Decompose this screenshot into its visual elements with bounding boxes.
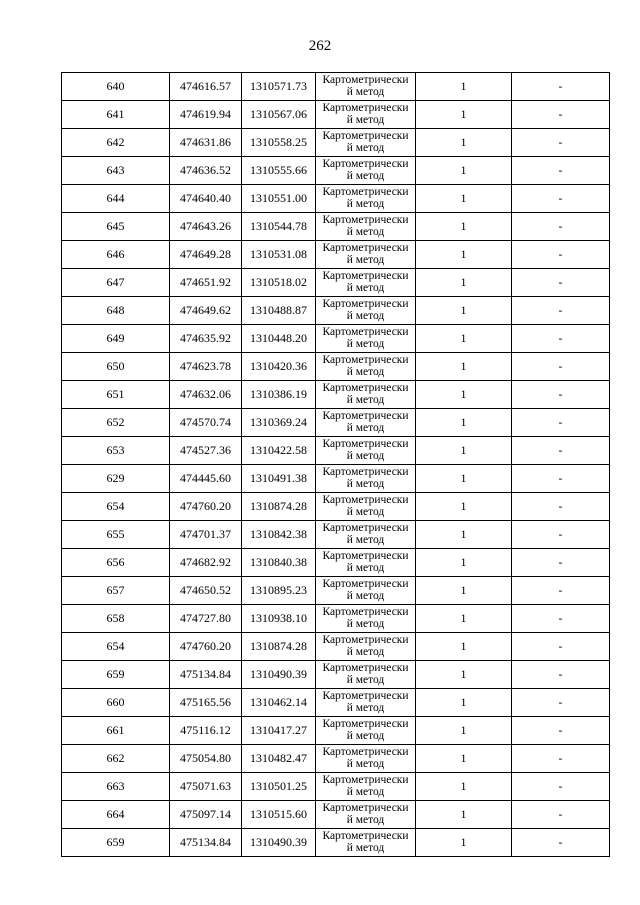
point-number-cell: 650 [62, 353, 170, 381]
method-text-line: Картометрически [322, 774, 409, 786]
description-cell: - [512, 493, 610, 521]
description-cell: - [512, 773, 610, 801]
method-text-line: Картометрически [322, 746, 409, 758]
method-cell [316, 297, 416, 325]
method-text-line: й метод [346, 338, 385, 350]
accuracy-cell: 1 [416, 101, 512, 129]
point-number-cell: 663 [62, 773, 170, 801]
method-text-line: й метод [346, 170, 385, 182]
x-coordinate-cell: 474682.92 [170, 549, 242, 577]
description-cell: - [512, 409, 610, 437]
description-cell: - [512, 353, 610, 381]
point-number-cell: 656 [62, 549, 170, 577]
accuracy-cell: 1 [416, 157, 512, 185]
table-row [62, 157, 610, 185]
x-coordinate-cell: 474619.94 [170, 101, 242, 129]
method-cell [316, 353, 416, 381]
table-row [62, 661, 610, 689]
method-cell [316, 689, 416, 717]
method-text-line: Картометрически [322, 158, 409, 170]
accuracy-cell: 1 [416, 213, 512, 241]
method-text-line: й метод [346, 254, 385, 266]
table-row [62, 465, 610, 493]
point-number-cell: 657 [62, 577, 170, 605]
method-text-line: й метод [346, 450, 385, 462]
y-coordinate-cell: 1310544.78 [242, 213, 316, 241]
method-text-line: й метод [346, 814, 385, 826]
table-row [62, 353, 610, 381]
method-cell [316, 493, 416, 521]
method-text-line: Картометрически [322, 690, 409, 702]
method-cell [316, 157, 416, 185]
method-text-line: й метод [346, 534, 385, 546]
description-cell: - [512, 213, 610, 241]
accuracy-cell: 1 [416, 409, 512, 437]
method-cell [316, 325, 416, 353]
method-text-line: Картометрически [322, 830, 409, 842]
point-number-cell: 629 [62, 465, 170, 493]
method-text-line: Картометрически [322, 186, 409, 198]
description-cell: - [512, 745, 610, 773]
method-cell [316, 269, 416, 297]
method-cell [316, 437, 416, 465]
y-coordinate-cell: 1310840.38 [242, 549, 316, 577]
y-coordinate-cell: 1310567.06 [242, 101, 316, 129]
y-coordinate-cell: 1310417.27 [242, 717, 316, 745]
method-text-line: й метод [346, 702, 385, 714]
accuracy-cell: 1 [416, 577, 512, 605]
description-cell: - [512, 185, 610, 213]
y-coordinate-cell: 1310490.39 [242, 661, 316, 689]
point-number-cell: 641 [62, 101, 170, 129]
table-row [62, 101, 610, 129]
method-cell [316, 101, 416, 129]
method-cell [316, 549, 416, 577]
x-coordinate-cell: 475134.84 [170, 829, 242, 857]
method-text-line: й метод [346, 422, 385, 434]
x-coordinate-cell: 474632.06 [170, 381, 242, 409]
point-number-cell: 649 [62, 325, 170, 353]
accuracy-cell: 1 [416, 437, 512, 465]
table-row [62, 73, 610, 101]
table-row [62, 549, 610, 577]
x-coordinate-cell: 475071.63 [170, 773, 242, 801]
accuracy-cell: 1 [416, 801, 512, 829]
method-cell [316, 745, 416, 773]
method-cell [316, 381, 416, 409]
method-text-line: й метод [346, 478, 385, 490]
y-coordinate-cell: 1310386.19 [242, 381, 316, 409]
accuracy-cell: 1 [416, 381, 512, 409]
method-text-line: й метод [346, 674, 385, 686]
method-text-line: Картометрически [322, 298, 409, 310]
method-text-line: Картометрически [322, 382, 409, 394]
description-cell: - [512, 297, 610, 325]
y-coordinate-cell: 1310515.60 [242, 801, 316, 829]
x-coordinate-cell: 474616.57 [170, 73, 242, 101]
x-coordinate-cell: 474649.62 [170, 297, 242, 325]
table-row [62, 577, 610, 605]
y-coordinate-cell: 1310488.87 [242, 297, 316, 325]
method-cell [316, 605, 416, 633]
x-coordinate-cell: 474643.26 [170, 213, 242, 241]
method-text-line: й метод [346, 562, 385, 574]
description-cell: - [512, 633, 610, 661]
point-number-cell: 642 [62, 129, 170, 157]
accuracy-cell: 1 [416, 773, 512, 801]
method-text-line: й метод [346, 730, 385, 742]
accuracy-cell: 1 [416, 297, 512, 325]
y-coordinate-cell: 1310571.73 [242, 73, 316, 101]
point-number-cell: 659 [62, 829, 170, 857]
x-coordinate-cell: 474701.37 [170, 521, 242, 549]
accuracy-cell: 1 [416, 717, 512, 745]
method-text-line: й метод [346, 86, 385, 98]
method-text-line: Картометрически [322, 438, 409, 450]
method-text-line: Картометрически [322, 466, 409, 478]
y-coordinate-cell: 1310551.00 [242, 185, 316, 213]
method-cell [316, 773, 416, 801]
point-number-cell: 648 [62, 297, 170, 325]
method-text-line: Картометрически [322, 326, 409, 338]
method-text-line: Картометрически [322, 354, 409, 366]
description-cell: - [512, 465, 610, 493]
x-coordinate-cell: 475116.12 [170, 717, 242, 745]
y-coordinate-cell: 1310558.25 [242, 129, 316, 157]
method-text-line: Картометрически [322, 130, 409, 142]
method-text-line: Картометрически [322, 522, 409, 534]
y-coordinate-cell: 1310448.20 [242, 325, 316, 353]
x-coordinate-cell: 475134.84 [170, 661, 242, 689]
table-row [62, 745, 610, 773]
method-text-line: Картометрически [322, 494, 409, 506]
y-coordinate-cell: 1310462.14 [242, 689, 316, 717]
accuracy-cell: 1 [416, 129, 512, 157]
point-number-cell: 660 [62, 689, 170, 717]
accuracy-cell: 1 [416, 661, 512, 689]
method-text-line: й метод [346, 282, 385, 294]
accuracy-cell: 1 [416, 325, 512, 353]
method-text-line: й метод [346, 618, 385, 630]
x-coordinate-cell: 474631.86 [170, 129, 242, 157]
description-cell: - [512, 129, 610, 157]
point-number-cell: 659 [62, 661, 170, 689]
page-number: 262 [308, 38, 332, 54]
method-text-line: й метод [346, 114, 385, 126]
method-text-line: Картометрически [322, 578, 409, 590]
table-row [62, 297, 610, 325]
method-cell [316, 577, 416, 605]
table-row [62, 493, 610, 521]
point-number-cell: 652 [62, 409, 170, 437]
x-coordinate-cell: 474527.36 [170, 437, 242, 465]
method-text-line: Картометрически [322, 802, 409, 814]
table-row [62, 717, 610, 745]
description-cell: - [512, 73, 610, 101]
description-cell: - [512, 605, 610, 633]
point-number-cell: 640 [62, 73, 170, 101]
method-text-line: Картометрически [322, 662, 409, 674]
method-text-line: Картометрически [322, 270, 409, 282]
method-cell [316, 521, 416, 549]
method-cell [316, 633, 416, 661]
description-cell: - [512, 801, 610, 829]
point-number-cell: 655 [62, 521, 170, 549]
accuracy-cell: 1 [416, 185, 512, 213]
accuracy-cell: 1 [416, 549, 512, 577]
accuracy-cell: 1 [416, 73, 512, 101]
description-cell: - [512, 269, 610, 297]
x-coordinate-cell: 474636.52 [170, 157, 242, 185]
coordinates-table [61, 72, 610, 857]
method-cell [316, 829, 416, 857]
description-cell: - [512, 241, 610, 269]
x-coordinate-cell: 475097.14 [170, 801, 242, 829]
method-cell [316, 717, 416, 745]
table-row [62, 521, 610, 549]
table-row [62, 689, 610, 717]
method-text-line: й метод [346, 226, 385, 238]
y-coordinate-cell: 1310842.38 [242, 521, 316, 549]
x-coordinate-cell: 474760.20 [170, 493, 242, 521]
x-coordinate-cell: 474635.92 [170, 325, 242, 353]
y-coordinate-cell: 1310518.02 [242, 269, 316, 297]
table-row [62, 185, 610, 213]
method-text-line: Картометрически [322, 634, 409, 646]
method-text-line: Картометрически [322, 102, 409, 114]
table-row [62, 409, 610, 437]
method-text-line: й метод [346, 786, 385, 798]
table-row [62, 325, 610, 353]
accuracy-cell: 1 [416, 269, 512, 297]
description-cell: - [512, 521, 610, 549]
accuracy-cell: 1 [416, 689, 512, 717]
y-coordinate-cell: 1310874.28 [242, 493, 316, 521]
y-coordinate-cell: 1310491.38 [242, 465, 316, 493]
point-number-cell: 653 [62, 437, 170, 465]
table-row [62, 773, 610, 801]
method-cell [316, 801, 416, 829]
method-text-line: й метод [346, 590, 385, 602]
description-cell: - [512, 549, 610, 577]
y-coordinate-cell: 1310531.08 [242, 241, 316, 269]
point-number-cell: 658 [62, 605, 170, 633]
x-coordinate-cell: 475165.56 [170, 689, 242, 717]
point-number-cell: 662 [62, 745, 170, 773]
table-row [62, 213, 610, 241]
method-text-line: й метод [346, 142, 385, 154]
method-cell [316, 129, 416, 157]
x-coordinate-cell: 474760.20 [170, 633, 242, 661]
method-cell [316, 465, 416, 493]
description-cell: - [512, 101, 610, 129]
y-coordinate-cell: 1310895.23 [242, 577, 316, 605]
method-text-line: й метод [346, 646, 385, 658]
accuracy-cell: 1 [416, 633, 512, 661]
x-coordinate-cell: 474650.52 [170, 577, 242, 605]
method-text-line: Картометрически [322, 242, 409, 254]
table-row [62, 829, 610, 857]
table-row [62, 381, 610, 409]
method-text-line: Картометрически [322, 606, 409, 618]
y-coordinate-cell: 1310874.28 [242, 633, 316, 661]
method-text-line: Картометрически [322, 718, 409, 730]
method-text-line: й метод [346, 506, 385, 518]
accuracy-cell: 1 [416, 829, 512, 857]
accuracy-cell: 1 [416, 493, 512, 521]
method-text-line: й метод [346, 394, 385, 406]
accuracy-cell: 1 [416, 241, 512, 269]
method-cell [316, 185, 416, 213]
y-coordinate-cell: 1310482.47 [242, 745, 316, 773]
x-coordinate-cell: 475054.80 [170, 745, 242, 773]
x-coordinate-cell: 474445.60 [170, 465, 242, 493]
method-text-line: й метод [346, 842, 385, 854]
description-cell: - [512, 577, 610, 605]
y-coordinate-cell: 1310422.58 [242, 437, 316, 465]
table-row [62, 633, 610, 661]
accuracy-cell: 1 [416, 353, 512, 381]
method-cell [316, 409, 416, 437]
description-cell: - [512, 829, 610, 857]
point-number-cell: 645 [62, 213, 170, 241]
description-cell: - [512, 325, 610, 353]
point-number-cell: 647 [62, 269, 170, 297]
description-cell: - [512, 437, 610, 465]
point-number-cell: 654 [62, 633, 170, 661]
x-coordinate-cell: 474651.92 [170, 269, 242, 297]
point-number-cell: 664 [62, 801, 170, 829]
accuracy-cell: 1 [416, 605, 512, 633]
description-cell: - [512, 661, 610, 689]
method-cell [316, 661, 416, 689]
method-cell [316, 241, 416, 269]
description-cell: - [512, 157, 610, 185]
method-text-line: й метод [346, 198, 385, 210]
x-coordinate-cell: 474640.40 [170, 185, 242, 213]
method-text-line: Картометрически [322, 410, 409, 422]
method-text-line: й метод [346, 366, 385, 378]
point-number-cell: 643 [62, 157, 170, 185]
x-coordinate-cell: 474570.74 [170, 409, 242, 437]
point-number-cell: 644 [62, 185, 170, 213]
table-row [62, 129, 610, 157]
y-coordinate-cell: 1310420.36 [242, 353, 316, 381]
point-number-cell: 646 [62, 241, 170, 269]
table-row [62, 269, 610, 297]
method-text-line: Картометрически [322, 550, 409, 562]
x-coordinate-cell: 474727.80 [170, 605, 242, 633]
coordinates-table-body [62, 73, 610, 857]
accuracy-cell: 1 [416, 521, 512, 549]
table-row [62, 241, 610, 269]
accuracy-cell: 1 [416, 745, 512, 773]
accuracy-cell: 1 [416, 465, 512, 493]
description-cell: - [512, 381, 610, 409]
x-coordinate-cell: 474649.28 [170, 241, 242, 269]
method-text-line: й метод [346, 310, 385, 322]
point-number-cell: 661 [62, 717, 170, 745]
y-coordinate-cell: 1310938.10 [242, 605, 316, 633]
description-cell: - [512, 717, 610, 745]
method-cell [316, 73, 416, 101]
table-row [62, 437, 610, 465]
x-coordinate-cell: 474623.78 [170, 353, 242, 381]
y-coordinate-cell: 1310555.66 [242, 157, 316, 185]
method-text-line: Картометрически [322, 214, 409, 226]
point-number-cell: 654 [62, 493, 170, 521]
y-coordinate-cell: 1310501.25 [242, 773, 316, 801]
table-row [62, 605, 610, 633]
point-number-cell: 651 [62, 381, 170, 409]
description-cell: - [512, 689, 610, 717]
method-cell [316, 213, 416, 241]
method-text-line: й метод [346, 758, 385, 770]
y-coordinate-cell: 1310490.39 [242, 829, 316, 857]
table-row [62, 801, 610, 829]
y-coordinate-cell: 1310369.24 [242, 409, 316, 437]
method-text-line: Картометрически [322, 74, 409, 86]
